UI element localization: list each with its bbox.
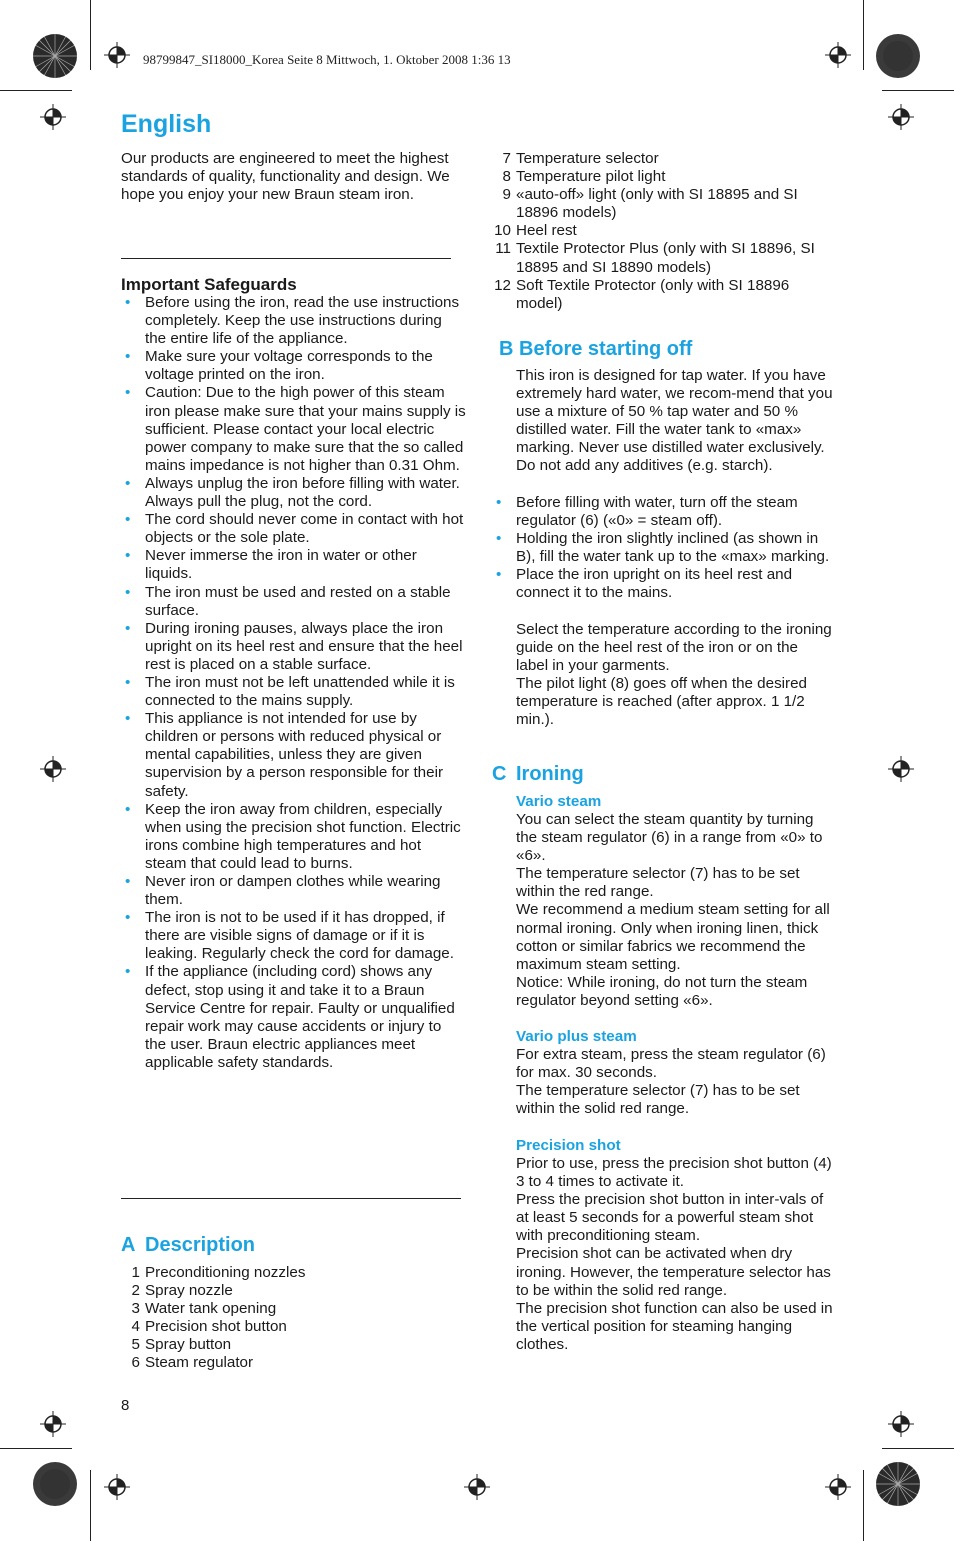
list-item [492,186,832,222]
starburst-mark-icon [32,1461,78,1507]
item-text: «auto-off» light (only with SI 18895 and SI 18896 models) [516,186,798,222]
list-item: • This appliance is not intended for use by children or persons with reduced physical or mental capabilities, unless they are given supervision by a person responsible for their safety. [121,710,466,800]
item-number: 2 [131,1282,140,1300]
item-number: 5 [131,1336,140,1354]
safeguards-list [121,294,466,1072]
item-number: 9 [502,186,511,204]
list-item [121,1282,466,1300]
safeguards-heading: Important Safeguards [121,275,297,294]
starburst-mark-icon [875,33,921,79]
registration-mark-icon [40,756,66,782]
registration-mark-icon [888,104,914,130]
description-list [492,150,832,313]
list-item: • Never immerse the iron in water or other liquids. [121,547,466,583]
list-item: • Before filling with water, turn off the steam regulator (6) («0» = steam off). [492,494,834,530]
list-item: • Place the iron upright on its heel rest and connect it to the mains. [492,566,834,602]
registration-mark-icon [104,1474,130,1500]
item-number: 12 [494,276,511,294]
item-text: Precision shot button [145,1318,287,1336]
item-number: 3 [131,1300,140,1318]
list-item: • The iron must be used and rested on a stable surface. [121,584,466,620]
list-item: • Caution: Due to the high power of this steam iron please make sure that your mains supply is sufficient. Please contact your local electric power company to make sure that the so called mains impedance is not higher than 0.31 Ohm. [121,384,466,474]
item-text: Spray nozzle [145,1282,233,1300]
before-intro: This iron is designed for tap water. If you have extremely hard water, we recom-mend that you use a mixture of 50 % tap water and 50 % distilled water. Fill the water tank to «max» marking. Never use distilled water exclusively. Do not add any additives (e.g. starch). [516,367,833,475]
list-item [492,240,832,276]
crop-mark [0,90,72,91]
item-text: Steam regulator [145,1354,254,1372]
starburst-mark-icon [32,33,78,79]
list-item [492,277,832,313]
vario-plus-steam-heading: Vario plus steam [516,1028,637,1045]
intro-paragraph: Our products are engineered to meet the highest standards of quality, functionality and design. We hope you enjoy your new Braun steam iron. [121,150,450,204]
vario-steam-text: You can select the steam quantity by turning the steam regulator (6) in a range from «0» to «6». The temperature selector (7) has to be set within the red range. We recommend a medium steam setting for all normal ironing. Only when ironing linen, thick cotton or similar fabrics we recommend the maximum steam setting. Notice: While ironing, do not turn the steam regulator beyond setting «6». [516,811,830,1009]
section-heading-before [499,338,692,361]
item-number: 10 [494,222,511,240]
vario-steam-heading: Vario steam [516,793,602,810]
list-item: • If the appliance (including cord) shows any defect, stop using it and take it to a Braun Service Centre for repair. Faulty or unqualified repair work may cause accidents or injury to the user. Braun electric appliances meet applicable safety standards. [121,963,466,1072]
section-letter: B [499,338,514,360]
registration-mark-icon [825,1474,851,1500]
list-item [121,1318,466,1336]
section-title: Description [145,1234,256,1256]
registration-mark-icon [464,1474,490,1500]
section-letter: A [121,1234,136,1256]
divider [121,258,451,259]
list-item: • Before using the iron, read the use instructions completely. Keep the use instructions during the entire life of the appliance. [121,294,466,348]
item-number: 6 [131,1354,140,1372]
item-number: 8 [502,168,511,186]
vario-plus-steam-text: For extra steam, press the steam regulator (6) for max. 30 seconds. The temperature selector (7) has to be set within the solid red range. [516,1046,826,1118]
item-number: 7 [502,150,511,167]
precision-shot-text: Prior to use, press the precision shot button (4) 3 to 4 times to activate it. Press the precision shot button in inter-vals of at least 5 seconds for a powerful steam shot with preconditioning steam. Precision shot can be activated when dry ironing. However, the temperature selector has to be within the solid red range. The precision shot function can also be used in the vertical position for steaming hanging clothes. [516,1155,833,1353]
before-list [492,494,834,603]
section-title: Ironing [516,763,584,785]
item-number: 1 [131,1264,140,1281]
before-after: Select the temperature according to the ironing guide on the heel rest of the iron or on the label in your garments. The pilot light (8) goes off when the desired temperature is reached (after approx. 1 1/2 min.). [516,621,832,729]
registration-mark-icon [825,42,851,68]
registration-mark-icon [104,42,130,68]
list-item: • Holding the iron slightly inclined (as shown in B), fill the water tank up to the «max» marking. [492,530,834,566]
list-item [121,1336,466,1354]
item-text: Water tank opening [145,1300,277,1318]
crop-mark [882,1448,954,1449]
list-item [492,222,832,240]
list-item: • The iron is not to be used if it has dropped, if there are visible signs of damage or if it is leaking. Regularly check the cord for damage. [121,909,466,963]
list-item [492,168,832,186]
registration-mark-icon [40,1411,66,1437]
item-text: Soft Textile Protector (only with SI 18896 model) [516,276,790,312]
registration-mark-icon [40,104,66,130]
list-item: • Always unplug the iron before filling with water. Always pull the plug, not the cord. [121,475,466,511]
crop-mark [0,1448,72,1449]
print-header: 98799847_SI18000_Korea Seite 8 Mittwoch, 1. Oktober 2008 1:36 13 [143,52,511,67]
item-text: Textile Protector Plus (only with SI 18896, SI 18895 and SI 18890 models) [516,240,815,276]
registration-mark-icon [888,1411,914,1437]
crop-mark [863,0,864,70]
item-text: Spray button [145,1336,232,1354]
list-item: • Make sure your voltage corresponds to the voltage printed on the iron. [121,348,466,384]
crop-mark [90,1470,91,1541]
item-text: Preconditioning nozzles [145,1264,306,1281]
item-number: 4 [131,1318,140,1336]
divider [121,1198,461,1199]
crop-mark [90,0,91,70]
item-text: Heel rest [516,222,577,240]
section-title: Before starting off [519,338,693,360]
list-item [121,1264,466,1282]
item-text: Temperature selector [516,150,659,167]
item-number: 11 [495,240,511,258]
page-title: English [121,110,212,138]
precision-shot-heading: Precision shot [516,1137,621,1154]
section-heading-description [121,1234,255,1257]
registration-mark-icon [888,756,914,782]
crop-mark [863,1470,864,1541]
crop-mark [882,90,954,91]
section-letter: C [492,763,507,785]
list-item [121,1300,466,1318]
list-item: • Never iron or dampen clothes while wearing them. [121,873,466,909]
list-item: • The cord should never come in contact with hot objects or the sole plate. [121,511,466,547]
description-list [121,1264,466,1373]
list-item [492,150,832,168]
list-item [121,1354,466,1372]
list-item: • During ironing pauses, always place the iron upright on its heel rest and ensure that the heel rest is placed on a stable surface. [121,620,466,674]
page-number: 8 [121,1397,130,1414]
item-text: Temperature pilot light [516,168,666,186]
list-item: • Keep the iron away from children, especially when using the precision shot function. Electric irons combine high temperatures and hot steam that could lead to burns. [121,801,466,873]
section-heading-ironing [492,763,584,786]
list-item: • The iron must not be left unattended while it is connected to the mains supply. [121,674,466,710]
starburst-mark-icon [875,1461,921,1507]
